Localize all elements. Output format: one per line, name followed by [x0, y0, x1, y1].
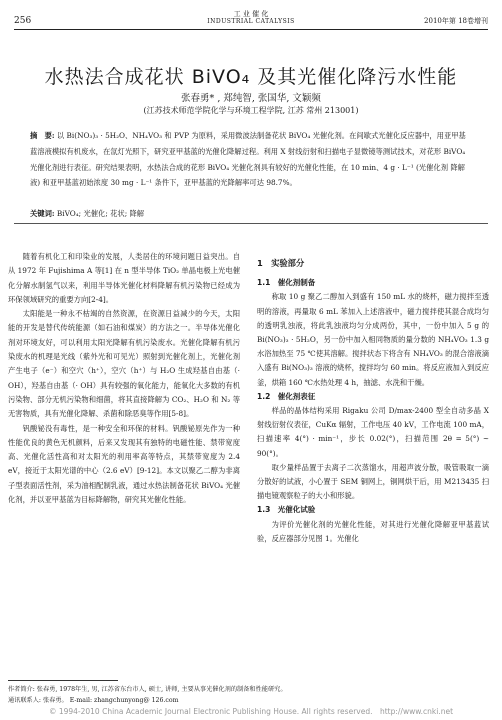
- keywords-text: BiVO₄; 光催化; 花状; 降解: [56, 209, 145, 218]
- intro-paragraph-2: 太阳能是一种永不枯竭的自然资源，在资源日益减少的今天，太阳能的开发是替代传统能源（如石油和煤炭）的方法之一。半导体光催化剂对环境友好，可以利用太阳光降解有机污染废水。光催化降解有机污染废水的机理是光线（紫外光和可见光）照射到光催化剂上，光催化剂产生电子（e⁻）和空穴（h⁺），空穴（h⁺）与 H₂O 生成羟基自由基（· OH），羟基自由基（· OH）具有较强的氧化能力，能氧化大多数的有机污染物、部分无机污染物和细菌，将其直接降解为 CO₂、H₂O 和 N₂ 等无害物质，具有光催化降解、杀菌和除恶臭等作用[5-8]。: [8, 309, 240, 419]
- copyright-watermark: © 1994-2010 China Academic Journal Electronic Publishing House. All rights reserved. http://www.cnki.net: [48, 707, 454, 716]
- left-column: [8, 250, 240, 507]
- characterization-text: 样品的晶体结构采用 Rigaku 公司 D/max-2400 型全自动多晶 X 射线衍射仪表征，CuKα 辐射，工作电压 40 kV，工作电流 100 mA，扫描速率 4(°) · min⁻¹，步长 0.02(°)，扫描范围 2θ = 5(°) ~ 90(°)。: [257, 406, 489, 458]
- sem-text: 取少量样品置于去离子二次蒸馏水，用超声波分散，吸管吸取一滴分散好的试液，小心置于 SEM 铜网上，铜网烘干后，用 M213435 扫描电镜观察粒子的大小和形貌。: [257, 462, 489, 501]
- paper-title: 水热法合成花状 BiVO₄ 及其光催化降污水性能: [44, 66, 458, 88]
- keywords: [30, 209, 470, 219]
- photocatalysis-text: 为评价光催化剂的光催化性能，对其进行光催化降解亚甲基蓝试验，反应器部分见图 1。光催化: [257, 519, 489, 543]
- footnote-divider: [8, 680, 118, 681]
- journal-title-cn: 工 业 催 化: [233, 10, 269, 18]
- section-heading-experimental: 1 实验部分: [257, 258, 305, 268]
- subsection-heading-characterization: 1.2 催化剂表征: [257, 391, 316, 401]
- authors: 张春勇* , 郑纯智, 张国华, 文颖频: [181, 93, 321, 104]
- issue-info: 2010年第 18卷增刊: [424, 17, 488, 25]
- subsection-heading-preparation: 1.1 催化剂制备: [257, 278, 316, 288]
- header-divider: [14, 29, 488, 30]
- right-column: [257, 256, 489, 546]
- journal-title-en: INDUSTRIAL CATALYSIS: [207, 18, 295, 25]
- abstract: [30, 128, 470, 191]
- abstract-divider: [14, 223, 488, 224]
- abstract-text: 以 Bi(NO₃)₃ · 5H₂O、NH₄VO₃ 和 PVP 为原料，采用微波法制备花状 BiVO₄ 光催化剂。在间歇式光催化反应器中，用亚甲基蓝溶液模拟有机废水，在氙灯光照下，研究亚甲基蓝的光催化降解过程。利用 X 射线衍射和扫描电子显微镜等测试技术，对花形 BiVO₄ 光催化剂进行表征。研究结果表明，水热法合成的花形 BiVO₄ 光催化剂具有较好的光催化性能，在 10 min、4 g · L⁻¹ (光催化剂 降解液) 和亚甲基蓝初始浓度 30 mg · L⁻¹ 条件下，亚甲基蓝的光降解率可达 98.7%。: [30, 131, 466, 188]
- subsection-heading-photocatalysis: 1.3 光催化试验: [257, 505, 316, 515]
- author-bio: 作者简介: 张春勇, 1978年生, 男, 江苏省东台市人, 硕士, 讲师, 主要从事光催化剂的制备和性能研究。: [8, 686, 287, 693]
- preparation-text: 称取 10 g 聚乙二醇加入到盛有 150 mL 水的烧杯，磁力搅拌至透明的溶液，再量取 6 mL 苯加入上述溶液中，磁力搅拌使其混合成均匀的透明乳浊液，将此乳浊液均匀分成两份，其中，一份中加入 5 g 的 Bi(NO₃)₃ · 5H₂O，另一份中加入相同物质的量分数的 NH₄VO₃ 1.3 g 水浴加热至 75 ℃使其溶解。搅拌状态下将含有 NH₄VO₃ 的混合溶液滴入盛有 Bi(NO₃)₃ 溶液的烧杯，搅拌均匀 60 min。将反应液加入到反应釜，烘箱 160 ℃水热处理 4 h，抽滤、水洗和干燥。: [257, 292, 489, 387]
- intro-paragraph-3: 钒酸铋没有毒性，是一种安全和环保的材料。钒酸铋原先作为一种性能优良的黄色无机颜料，后来又发现其有独特的电磁性能、禁带宽度高、光催化活性高和对太阳光的利用率高等特点，其禁带宽度为 2.4 eV，接近于太阳光谱的中心（2.6 eV）[9-12]。本文以聚乙二醇为非离子型表面活性剂，采为油相配制乳液，通过水热法制备花状 BiVO₄ 光催化剂，并以亚甲基蓝为目标降解物，研究其光催化性能。: [8, 423, 240, 505]
- intro-paragraph-1: 随着有机化工和印染业的发展，人类居住的环境问题日益突出。自从 1972 年 Fujishima A 等[1] 在 n 型半导体 TiO₂ 单晶电极上光电催化分解水制氢气以来，利用半导体光催化材料降解有机污染物已经成为环保领域研究的重要方向[2-4]。: [8, 252, 240, 304]
- affiliation: (江苏技术师范学院化学与环境工程学院, 江苏 常州 213001): [143, 106, 359, 115]
- page-number: 256: [14, 16, 32, 26]
- corresponding-author: 通讯联系人: 张春勇。 E-mail: zhangchunyong@ 126.com: [8, 697, 179, 704]
- keywords-label: 关键词:: [30, 209, 55, 218]
- abstract-label: 摘 要:: [30, 131, 55, 140]
